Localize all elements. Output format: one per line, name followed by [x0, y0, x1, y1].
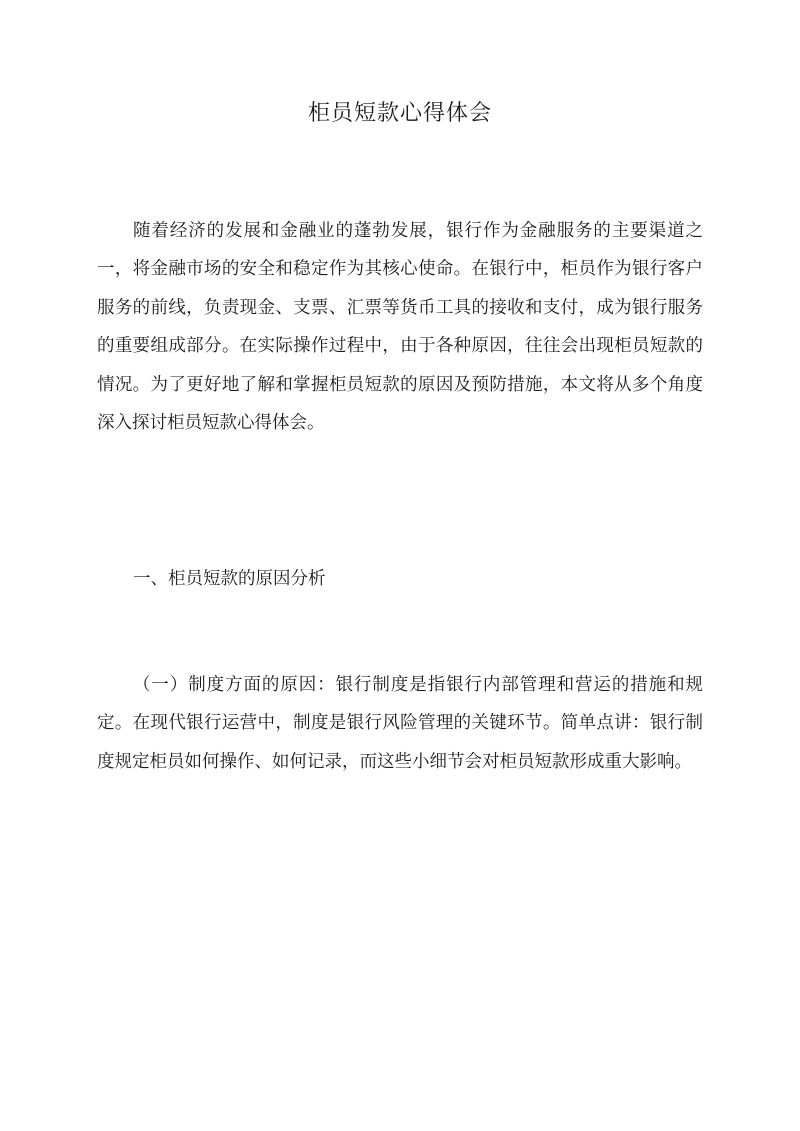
intro-paragraph: 随着经济的发展和金融业的蓬勃发展，银行作为金融服务的主要渠道之一，将金融市场的安全和稳定作为其核心使命。在银行中，柜员作为银行客户服务的前线，负责现金、支票、汇票等货币工具的接收和支付，成为银行服务的重要组成部分。在实际操作过程中，由于各种原因，往往会出现柜员短款的情况。为了更好地了解和掌握柜员短款的原因及预防措施，本文将从多个角度深入探讨柜员短款心得体会。 [97, 221, 703, 434]
document-title: 柜员短款心得体会 [307, 101, 492, 126]
section-heading: 一、柜员短款的原因分析 [133, 569, 326, 589]
subsection-paragraph: （一）制度方面的原因：银行制度是指银行内部管理和营运的措施和规定。在现代银行运营中，制度是银行风险管理的关键环节。简单点讲：银行制度规定柜员如何操作、如何记录，而这些小细节会对柜员短款形成重大影响。 [97, 675, 703, 772]
